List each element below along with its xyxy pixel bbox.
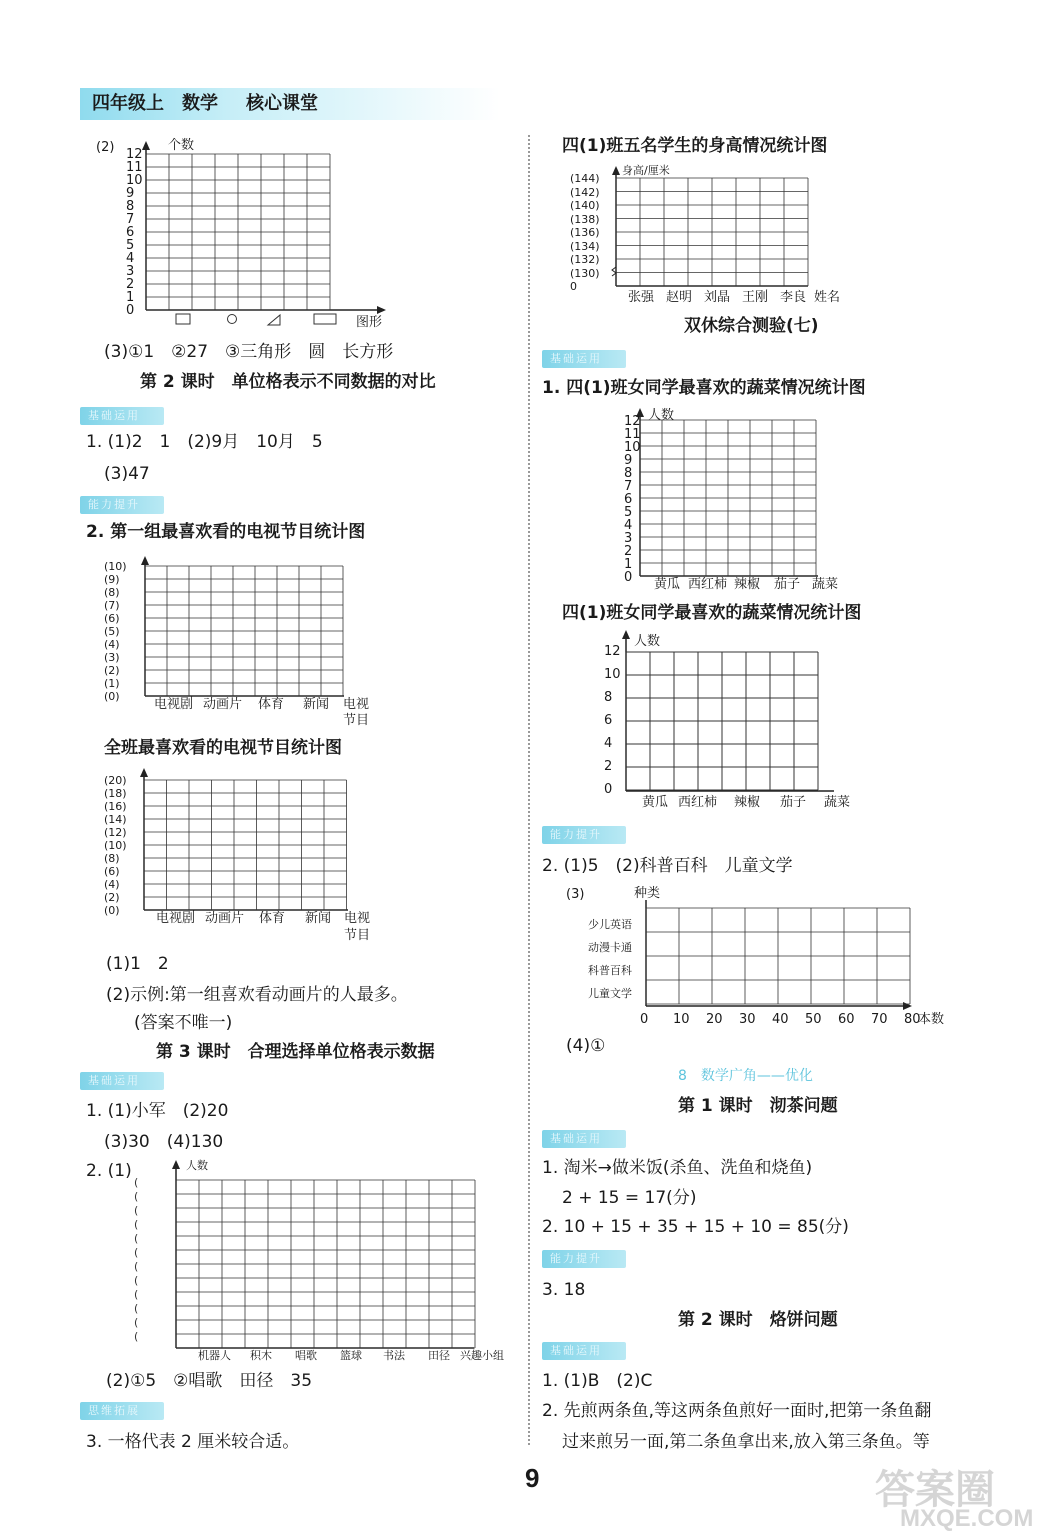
chart6-ytick-0: 12 — [624, 414, 641, 429]
chart1-ytick-2: 10 — [126, 173, 143, 188]
chart2-ytick-7: (3) — [104, 651, 120, 664]
chart2-grid — [100, 556, 380, 706]
chart3-xcat-0: 电视剧 — [156, 911, 196, 926]
chart5-xcat-1: 赵明 — [666, 290, 693, 305]
chart5-ytick-1: (142) — [570, 185, 600, 199]
chart6-ytick-6: 6 — [624, 492, 633, 507]
q2-label: (2) — [96, 140, 115, 155]
chart7-ylabel: 人数 — [634, 634, 661, 649]
chart3-ytick-7: (6) — [104, 865, 120, 878]
b1-line1: 1. (1)小军 (2)20 — [86, 1101, 229, 1121]
c1-title: 1. 四(1)班女同学最喜欢的蔬菜情况统计图 — [542, 378, 866, 398]
c2-line1: 2. (1)5 (2)科普百科 儿童文学 — [542, 856, 793, 876]
chart5-ytick-0: (144) — [570, 172, 600, 185]
chart5-ytick-7: (130) — [570, 266, 600, 280]
chart5-ytick-4: (136) — [570, 226, 600, 239]
chart8-ylabel: 种类 — [634, 886, 661, 901]
chart8-xtick-4: 40 — [772, 1012, 789, 1027]
chart3-ytick-8: (4) — [104, 878, 120, 891]
chart8-xtick-5: 50 — [805, 1012, 822, 1027]
chart6-ytick-3: 9 — [624, 453, 633, 468]
chart7-xcat-3: 茄子 — [780, 795, 807, 810]
svg-text:(: ( — [134, 1302, 139, 1315]
chart6-ytick-10: 2 — [624, 544, 633, 559]
chart3-ytick-2: (16) — [104, 800, 127, 813]
column-divider — [528, 135, 530, 1445]
chart8-xtick-6: 60 — [838, 1012, 855, 1027]
chart8-xlabel: 本数 — [918, 1012, 945, 1027]
d1-line1: 1. 淘米→做米饭(杀鱼、洗鱼和烧鱼) — [542, 1158, 813, 1178]
chart2-ytick-0: (10) — [104, 560, 127, 573]
svg-text:(: ( — [134, 1204, 139, 1217]
chart3-xlabel1: 电视 — [344, 911, 371, 926]
chart7-xcat-1: 西红柿 — [678, 795, 718, 810]
svg-text:(: ( — [134, 1288, 139, 1301]
lesson-r2: 第 2 课时 烙饼问题 — [678, 1310, 838, 1330]
chart7-ytick-6: 0 — [604, 782, 613, 797]
chart7-xcat-0: 黄瓜 — [642, 795, 669, 810]
chart6-ytick-2: 10 — [624, 440, 641, 455]
chart1-xlabel: 图形 — [356, 315, 383, 330]
tag-basic-3: 基础运用 — [542, 350, 626, 368]
chart7-xcat-2: 辣椒 — [734, 795, 761, 810]
chart5-ylabel: 身高/厘米 — [622, 164, 670, 177]
d2: 2. 10 + 15 + 35 + 15 + 10 = 85(分) — [542, 1217, 849, 1237]
b3: 3. 一格代表 2 厘米较合适。 — [86, 1432, 300, 1452]
a2-note: (答案不唯一) — [134, 1013, 233, 1033]
chart2-ytick-2: (8) — [104, 586, 120, 599]
e2-line2: 过来煎另一面,第二条鱼拿出来,放入第三条鱼。等 — [562, 1432, 930, 1452]
chart7-ytick-3: 6 — [604, 713, 613, 728]
chart2-xcat-1: 动画片 — [203, 697, 243, 712]
e2-line1: 2. 先煎两条鱼,等这两条鱼煎好一面时,把第一条鱼翻 — [542, 1401, 932, 1421]
chart8-ycat-0: 少儿英语 — [588, 918, 632, 931]
lesson3-title: 第 3 课时 合理选择单位格表示数据 — [156, 1042, 435, 1062]
watermark-logo: 答案圈 — [875, 1468, 995, 1512]
chart3-xcat-1: 动画片 — [205, 911, 245, 926]
chart5-ytick-6: (132) — [570, 253, 600, 266]
chart4-xcat-0: 机器人 — [198, 1349, 231, 1362]
chart3-ytick-4: (12) — [104, 826, 127, 839]
chart8-xtick-7: 70 — [871, 1012, 888, 1027]
chart3-ytick-10: (0) — [104, 904, 120, 917]
chart1-ytick-11: 1 — [126, 290, 135, 305]
chart4-grid — [130, 1160, 515, 1355]
chart6-xcat-1: 西红柿 — [688, 577, 728, 592]
a2-sub1: (1)1 2 — [106, 954, 169, 974]
chart5-ytick-2: (140) — [570, 199, 600, 212]
chart2-ytick-9: (1) — [104, 677, 120, 690]
chart1-ytick-1: 11 — [126, 160, 143, 175]
chart7-grid — [614, 630, 844, 798]
b2-sub2: (2)①5 ②唱歌 田径 35 — [106, 1371, 313, 1391]
chart8-ycat-1: 动漫卡通 — [588, 941, 632, 954]
e1: 1. (1)B (2)C — [542, 1371, 653, 1391]
chart6-ytick-12: 0 — [624, 570, 633, 585]
svg-text:(: ( — [134, 1260, 139, 1273]
c2-sub3: (3) — [566, 887, 585, 902]
chart8-grid — [584, 890, 924, 1015]
chart6-ytick-5: 7 — [624, 479, 633, 494]
chart6-xcat-0: 黄瓜 — [654, 577, 681, 592]
chart1-ylabel: 个数 — [168, 138, 195, 153]
chart6-grid — [618, 408, 848, 583]
chart2-xcat-3: 新闻 — [303, 697, 330, 712]
chart8-xtick-2: 20 — [706, 1012, 723, 1027]
chart3-ytick-3: (14) — [104, 813, 127, 826]
chart2-ytick-6: (4) — [104, 638, 120, 651]
chart5-ytick-5: (134) — [570, 239, 600, 253]
chart5-title: 四(1)班五名学生的身高情况统计图 — [562, 136, 828, 156]
d3: 3. 18 — [542, 1280, 586, 1300]
chart7-ytick-0: 12 — [604, 644, 621, 659]
svg-text:(: ( — [134, 1176, 139, 1189]
chart7-xcat-4: 蔬菜 — [824, 795, 851, 810]
chart6-xcat-4: 蔬菜 — [812, 577, 839, 592]
chart2-xcat-2: 体育 — [258, 697, 285, 712]
a2-sub2: (2)示例:第一组喜欢看动画片的人最多。 — [106, 985, 408, 1005]
chart3-xcat-3: 新闻 — [305, 911, 332, 926]
chart6-xcat-2: 辣椒 — [734, 577, 761, 592]
chart5-xcat-2: 刘晶 — [704, 290, 731, 305]
chart8-ycat-2: 科普百科 — [588, 964, 632, 977]
tag-basic-4: 基础运用 — [542, 1130, 626, 1148]
chart1-ytick-3: 9 — [126, 186, 135, 201]
chart2-ytick-4: (6) — [104, 612, 120, 625]
chart4-xcat-3: 篮球 — [340, 1349, 362, 1362]
chart5-ytick-3: (138) — [570, 212, 600, 226]
chart1-ytick-7: 5 — [126, 238, 135, 253]
chart5-xlabel: 姓名 — [814, 290, 841, 305]
chart5-xcat-0: 张强 — [628, 290, 655, 305]
svg-text:(: ( — [134, 1330, 139, 1343]
chart1-svg — [118, 138, 398, 338]
chart2-ytick-10: (0) — [104, 690, 120, 703]
a2-title: 2. 第一组最喜欢看的电视节目统计图 — [86, 522, 366, 542]
lesson-r1: 第 1 课时 沏茶问题 — [678, 1096, 838, 1116]
chart6-ytick-11: 1 — [624, 557, 633, 572]
chart3-grid — [100, 768, 380, 918]
chart4-xcat-5: 田径 — [428, 1349, 450, 1362]
chart4-xcat-1: 积木 — [250, 1349, 272, 1362]
chart4-ylabel: 人数 — [186, 1159, 208, 1172]
chart3-ytick-1: (18) — [104, 787, 127, 800]
svg-text:(: ( — [134, 1218, 139, 1231]
chart3-xlabel2: 节目 — [344, 928, 371, 943]
chart5-xcat-4: 李良 — [780, 290, 807, 305]
a2-title2: 全班最喜欢看的电视节目统计图 — [104, 738, 342, 758]
test-title: 双休综合测验(七) — [684, 316, 819, 336]
chart2-xcat-0: 电视剧 — [154, 697, 194, 712]
chart7-ytick-4: 4 — [604, 736, 613, 751]
chart8-ycat-3: 儿童文学 — [588, 987, 632, 1000]
chart1-shapes — [118, 138, 398, 338]
unit-title: 8 数学广角——优化 — [678, 1068, 813, 1084]
chart3-ytick-9: (2) — [104, 891, 120, 904]
chart2-ytick-8: (2) — [104, 664, 120, 677]
lesson2-title: 第 2 课时 单位格表示不同数据的对比 — [140, 372, 436, 392]
d1-line2: 2 + 15 = 17(分) — [562, 1188, 697, 1208]
chart6-ylabel: 人数 — [648, 408, 675, 423]
chart1-ytick-6: 6 — [126, 225, 135, 240]
chart8-xtick-1: 10 — [673, 1012, 690, 1027]
tag-ability-3: 能力提升 — [542, 1250, 626, 1268]
chart1-ytick-9: 3 — [126, 264, 135, 279]
q3-answer: (3)①1 ②27 ③三角形 圆 长方形 — [104, 342, 394, 362]
c2-sub4: (4)① — [566, 1036, 606, 1056]
chart1-ytick-8: 4 — [126, 251, 135, 266]
chart2-xlabel1: 电视 — [343, 697, 370, 712]
tag-thinking: 思维拓展 — [80, 1402, 164, 1420]
chart6-ytick-1: 11 — [624, 427, 641, 442]
chart1-ytick-4: 8 — [126, 199, 135, 214]
chart6-xcat-3: 茄子 — [774, 577, 801, 592]
chart6-ytick-4: 8 — [624, 466, 633, 481]
chart7-ytick-2: 8 — [604, 690, 613, 705]
chart1-ytick-12: 0 — [126, 303, 135, 318]
a1-line1: 1. (1)2 1 (2)9月 10月 5 — [86, 432, 323, 452]
header-series: 核心课堂 — [246, 93, 318, 114]
svg-text:(: ( — [134, 1316, 139, 1329]
c1-title2: 四(1)班女同学最喜欢的蔬菜情况统计图 — [562, 603, 862, 623]
chart2-ytick-5: (5) — [104, 625, 120, 638]
chart1-ytick-0: 12 — [126, 147, 143, 162]
chart1-ytick-10: 2 — [126, 277, 135, 292]
header-grade: 四年级上 — [92, 93, 164, 114]
chart8-xtick-0: 0 — [640, 1012, 649, 1027]
svg-text:(: ( — [134, 1232, 139, 1245]
chart5-xcat-3: 王刚 — [742, 290, 769, 305]
chart4-xcat-4: 书法 — [383, 1349, 405, 1362]
b1-line2: (3)30 (4)130 — [104, 1132, 224, 1152]
chart2-ytick-1: (9) — [104, 573, 120, 586]
header-subject: 数学 — [182, 93, 218, 114]
page-number: 9 — [525, 1463, 540, 1493]
tag-ability-2: 能力提升 — [542, 826, 626, 844]
tag-ability-1: 能力提升 — [80, 496, 164, 514]
chart3-xcat-2: 体育 — [259, 911, 286, 926]
b2-label: 2. (1) — [86, 1161, 132, 1181]
tag-basic-5: 基础运用 — [542, 1342, 626, 1360]
chart3-ytick-6: (8) — [104, 852, 120, 865]
chart6-ytick-7: 5 — [624, 505, 633, 520]
chart4-xcat-2: 唱歌 — [295, 1349, 317, 1362]
chart6-ytick-8: 4 — [624, 518, 633, 533]
chart1-ytick-5: 7 — [126, 212, 135, 227]
svg-text:(: ( — [134, 1190, 139, 1203]
svg-text:(: ( — [134, 1246, 139, 1259]
tag-basic-1: 基础运用 — [80, 407, 164, 425]
svg-text:(: ( — [134, 1274, 139, 1287]
chart5-ytick-8: 0 — [570, 280, 577, 293]
chart7-ytick-1: 10 — [604, 667, 621, 682]
a1-line2: (3)47 — [104, 464, 150, 484]
chart2-xlabel2: 节目 — [343, 713, 370, 728]
tag-basic-2: 基础运用 — [80, 1072, 164, 1090]
chart2-ytick-3: (7) — [104, 599, 120, 612]
chart7-ytick-5: 2 — [604, 759, 613, 774]
chart6-ytick-9: 3 — [624, 531, 633, 546]
chart3-ytick-5: (10) — [104, 839, 127, 852]
chart8-xtick-8: 80 — [904, 1012, 921, 1027]
chart4-xcat-6: 兴趣小组 — [460, 1349, 504, 1362]
chart8-xtick-3: 30 — [739, 1012, 756, 1027]
watermark-url: MXQE.COM — [900, 1505, 1034, 1532]
chart3-ytick-0: (20) — [104, 774, 127, 787]
